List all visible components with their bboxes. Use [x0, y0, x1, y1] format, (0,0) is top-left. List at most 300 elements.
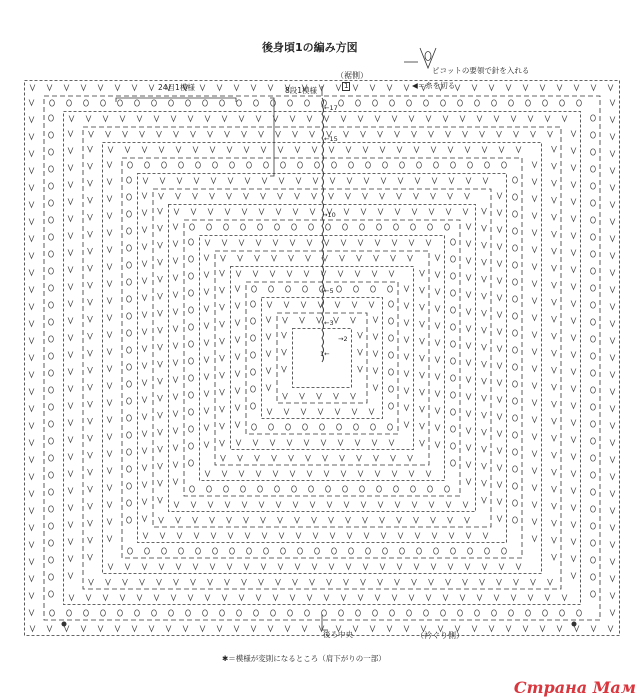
v-stitch [302, 626, 307, 632]
picot-stitch [189, 290, 194, 296]
v-stitch [466, 479, 471, 485]
picot-stitch [49, 370, 54, 376]
v-stitch [158, 463, 163, 469]
picot-stitch [377, 224, 382, 230]
v-stitch [29, 389, 34, 395]
v-stitch [352, 409, 357, 415]
v-stitch [107, 400, 112, 406]
v-stitch [449, 533, 454, 539]
v-stitch [446, 502, 451, 508]
picot-stitch [326, 224, 331, 230]
v-stitch [296, 178, 301, 184]
v-stitch [532, 298, 537, 304]
picot-stitch [451, 358, 456, 364]
v-stitch [86, 116, 91, 122]
v-stitch [380, 564, 385, 570]
v-stitch [220, 321, 225, 327]
v-stitch [610, 287, 615, 293]
v-stitch [610, 406, 615, 412]
picot-stitch [288, 610, 293, 616]
picot-stitch [458, 100, 463, 106]
v-stitch [235, 320, 240, 326]
v-stitch [142, 380, 147, 386]
picot-stitch [390, 610, 395, 616]
v-stitch [398, 178, 403, 184]
v-stitch [610, 100, 615, 106]
picot-stitch [388, 424, 393, 430]
picot-stitch [169, 610, 174, 616]
v-stitch [312, 564, 317, 570]
v-stitch [532, 485, 537, 491]
picot-stitch [591, 336, 596, 342]
v-stitch [344, 209, 349, 215]
chart-round [231, 267, 414, 450]
v-stitch [158, 361, 163, 367]
v-stitch [358, 240, 363, 246]
v-stitch [222, 595, 227, 601]
v-stitch [435, 357, 440, 363]
v-stitch [431, 147, 436, 153]
v-stitch [173, 258, 178, 264]
picot-stitch [424, 610, 429, 616]
picot-stitch [591, 302, 596, 308]
picot-stitch [186, 100, 191, 106]
v-stitch [259, 502, 264, 508]
v-stitch [497, 278, 502, 284]
v-stitch [552, 537, 557, 543]
v-stitch [220, 355, 225, 361]
v-stitch [497, 244, 502, 250]
v-stitch [432, 178, 437, 184]
v-stitch [532, 434, 537, 440]
v-stitch [204, 255, 209, 261]
picot-stitch [127, 194, 132, 200]
picot-stitch [127, 347, 132, 353]
watermark-logo: Страна Мам [513, 678, 636, 697]
v-stitch [482, 361, 487, 367]
v-stitch [497, 312, 502, 318]
v-stitch [266, 317, 271, 323]
v-stitch [47, 85, 52, 91]
back-center-label: 後ろ中央 [323, 630, 353, 639]
v-stitch [142, 397, 147, 403]
picot-stitch [152, 610, 157, 616]
v-stitch [497, 380, 502, 386]
v-stitch [88, 384, 93, 390]
v-stitch [370, 626, 375, 632]
picot-stitch [543, 610, 548, 616]
v-stitch [412, 579, 417, 585]
v-stitch [29, 338, 34, 344]
picot-stitch [591, 370, 596, 376]
v-stitch [29, 253, 34, 259]
picot-stitch [356, 100, 361, 106]
v-stitch [29, 593, 34, 599]
picot-stitch [591, 557, 596, 563]
picot-stitch [343, 486, 348, 492]
v-stitch [552, 367, 557, 373]
picot-stitch [434, 162, 439, 168]
v-stitch [499, 564, 504, 570]
v-stitch [552, 299, 557, 305]
v-stitch [610, 168, 615, 174]
v-stitch [610, 559, 615, 565]
chart-round [138, 174, 507, 543]
picot-stitch [305, 610, 310, 616]
v-stitch [335, 302, 340, 308]
v-stitch [415, 178, 420, 184]
v-stitch [347, 533, 352, 539]
v-stitch [188, 116, 193, 122]
v-stitch [107, 162, 112, 168]
v-stitch [88, 418, 93, 424]
v-stitch [610, 321, 615, 327]
picot-stitch [230, 162, 235, 168]
v-stitch [409, 116, 414, 122]
v-stitch [545, 595, 550, 601]
picot-stitch [189, 341, 194, 347]
picot-stitch [49, 302, 54, 308]
picot-stitch [373, 610, 378, 616]
v-stitch [227, 147, 232, 153]
v-stitch [270, 440, 275, 446]
picot-stitch [128, 162, 133, 168]
v-stitch [435, 306, 440, 312]
v-stitch [205, 471, 210, 477]
v-stitch [358, 349, 363, 355]
v-stitch [591, 85, 596, 91]
corner-dot-left [62, 622, 67, 627]
v-stitch [108, 147, 113, 153]
v-stitch [329, 147, 334, 153]
v-stitch [194, 178, 199, 184]
picot-stitch [189, 392, 194, 398]
v-stitch [351, 317, 356, 323]
v-stitch [88, 452, 93, 458]
v-stitch [429, 502, 434, 508]
v-stitch [266, 368, 271, 374]
picot-stitch [591, 115, 596, 121]
v-stitch [545, 116, 550, 122]
repeat-8-bracket [270, 98, 274, 176]
v-stitch [420, 389, 425, 395]
v-stitch [29, 406, 34, 412]
v-stitch [88, 265, 93, 271]
picot-stitch [254, 100, 259, 106]
v-stitch [239, 240, 244, 246]
v-stitch [239, 471, 244, 477]
v-stitch [107, 485, 112, 491]
row-label-17: ←17 [324, 104, 338, 112]
v-stitch [363, 193, 368, 199]
v-stitch [142, 465, 147, 471]
v-stitch [290, 240, 295, 246]
picot-stitch [186, 610, 191, 616]
v-stitch [225, 502, 230, 508]
v-stitch [244, 193, 249, 199]
v-stitch [307, 240, 312, 246]
v-stitch [68, 318, 73, 324]
v-stitch [420, 372, 425, 378]
picot-stitch [451, 273, 456, 279]
picot-stitch [389, 369, 394, 375]
v-stitch [208, 131, 213, 137]
picot-stitch [118, 610, 123, 616]
picot-stitch [513, 415, 518, 421]
v-stitch [204, 272, 209, 278]
v-stitch [571, 165, 576, 171]
v-stitch [244, 564, 249, 570]
picot-stitch [213, 162, 218, 168]
v-stitch [282, 332, 287, 338]
v-stitch [200, 85, 205, 91]
picot-stitch [189, 324, 194, 330]
v-stitch [283, 317, 288, 323]
picot-stitch [127, 381, 132, 387]
v-stitch [610, 355, 615, 361]
v-stitch [273, 471, 278, 477]
v-stitch [497, 261, 502, 267]
v-stitch [211, 178, 216, 184]
v-stitch [68, 182, 73, 188]
v-stitch [552, 350, 557, 356]
picot-stitch [127, 517, 132, 523]
v-stitch [242, 502, 247, 508]
v-stitch [552, 197, 557, 203]
v-stitch [261, 147, 266, 153]
v-stitch [404, 626, 409, 632]
v-stitch [120, 595, 125, 601]
v-stitch [610, 236, 615, 242]
v-stitch [389, 440, 394, 446]
v-stitch [103, 116, 108, 122]
v-stitch [159, 564, 164, 570]
v-stitch [142, 414, 147, 420]
v-stitch [171, 116, 176, 122]
v-stitch [220, 423, 225, 429]
v-stitch [259, 131, 264, 137]
v-stitch [173, 462, 178, 468]
v-stitch [448, 517, 453, 523]
chart-round [184, 220, 460, 496]
picot-stitch [127, 398, 132, 404]
picot-stitch [49, 353, 54, 359]
v-stitch [528, 595, 533, 601]
v-stitch [374, 255, 379, 261]
v-stitch [267, 409, 272, 415]
v-stitch [98, 626, 103, 632]
v-stitch [358, 471, 363, 477]
picot-stitch [247, 548, 252, 554]
picot-stitch [162, 162, 167, 168]
v-stitch [140, 579, 145, 585]
v-stitch [448, 564, 453, 570]
v-stitch [238, 455, 243, 461]
v-stitch [47, 626, 52, 632]
v-stitch [29, 457, 34, 463]
v-stitch [284, 409, 289, 415]
v-stitch [68, 539, 73, 545]
picot-stitch [451, 548, 456, 554]
v-stitch [414, 193, 419, 199]
picot-stitch [127, 279, 132, 285]
picot-stitch [458, 610, 463, 616]
chart-round [44, 96, 600, 620]
v-stitch [532, 281, 537, 287]
picot-stitch [513, 432, 518, 438]
v-stitch [268, 85, 273, 91]
v-stitch [29, 287, 34, 293]
v-stitch [29, 491, 34, 497]
picot-stitch [49, 319, 54, 325]
v-stitch [446, 579, 451, 585]
v-stitch [455, 85, 460, 91]
picot-stitch [513, 449, 518, 455]
v-stitch [177, 533, 182, 539]
v-stitch [472, 85, 477, 91]
v-stitch [404, 286, 409, 292]
v-stitch [610, 270, 615, 276]
v-stitch [29, 355, 34, 361]
v-stitch [290, 116, 295, 122]
v-stitch [183, 626, 188, 632]
v-stitch [301, 302, 306, 308]
v-stitch [404, 405, 409, 411]
picot-stitch [269, 424, 274, 430]
v-stitch [276, 131, 281, 137]
picot-stitch [451, 162, 456, 168]
v-stitch [532, 400, 537, 406]
picot-stitch [49, 387, 54, 393]
v-stitch [392, 471, 397, 477]
v-stitch [158, 242, 163, 248]
picot-stitch [179, 162, 184, 168]
v-stitch [571, 471, 576, 477]
v-stitch [463, 502, 468, 508]
v-stitch [610, 117, 615, 123]
v-stitch [389, 271, 394, 277]
chart-rings [25, 81, 620, 636]
v-stitch [497, 193, 502, 199]
picot-stitch [127, 228, 132, 234]
v-stitch [392, 240, 397, 246]
v-stitch [532, 349, 537, 355]
picot-stitch [127, 211, 132, 217]
v-stitch [251, 626, 256, 632]
v-stitch [571, 216, 576, 222]
picot-stitch [591, 234, 596, 240]
v-stitch [173, 360, 178, 366]
v-stitch [174, 502, 179, 508]
v-stitch [193, 564, 198, 570]
v-stitch [466, 241, 471, 247]
v-stitch [571, 250, 576, 256]
v-stitch [552, 333, 557, 339]
v-stitch [107, 298, 112, 304]
v-stitch [344, 502, 349, 508]
picot-stitch [424, 100, 429, 106]
v-stitch [256, 116, 261, 122]
v-stitch [123, 131, 128, 137]
v-stitch [571, 556, 576, 562]
repeat-24-bracket [116, 98, 236, 102]
picot-stitch [320, 424, 325, 430]
v-stitch [142, 499, 147, 505]
v-stitch [29, 134, 34, 140]
picot-stitch [513, 194, 518, 200]
chart-round [262, 298, 383, 419]
v-stitch [239, 595, 244, 601]
v-stitch [610, 185, 615, 191]
v-stitch [220, 406, 225, 412]
picot-stitch [145, 548, 150, 554]
picot-stitch [49, 285, 54, 291]
v-stitch [483, 178, 488, 184]
v-stitch [166, 626, 171, 632]
picot-stitch [298, 162, 303, 168]
v-stitch [591, 626, 596, 632]
v-stitch [571, 488, 576, 494]
v-stitch [132, 85, 137, 91]
v-stitch [158, 259, 163, 265]
picot-stitch [411, 224, 416, 230]
v-stitch [446, 209, 451, 215]
v-stitch [395, 209, 400, 215]
v-stitch [98, 85, 103, 91]
v-stitch [173, 326, 178, 332]
v-stitch [220, 270, 225, 276]
v-stitch [414, 564, 419, 570]
v-stitch [284, 302, 289, 308]
v-stitch [610, 593, 615, 599]
v-stitch [375, 116, 380, 122]
v-stitch [158, 310, 163, 316]
v-stitch [532, 247, 537, 253]
picot-stitch [190, 224, 195, 230]
v-stitch [346, 193, 351, 199]
v-stitch [312, 517, 317, 523]
v-stitch [88, 554, 93, 560]
picot-stitch [251, 403, 256, 409]
v-stitch [282, 349, 287, 355]
v-stitch [346, 147, 351, 153]
v-stitch [532, 162, 537, 168]
v-stitch [88, 537, 93, 543]
v-stitch [222, 240, 227, 246]
v-stitch [107, 264, 112, 270]
picot-stitch [428, 224, 433, 230]
picot-stitch [502, 162, 507, 168]
v-stitch [482, 327, 487, 333]
v-stitch [506, 626, 511, 632]
v-stitch [301, 409, 306, 415]
picot-stitch [337, 424, 342, 430]
v-stitch [295, 193, 300, 199]
v-stitch [324, 471, 329, 477]
picot-stitch [127, 177, 132, 183]
picot-stitch [101, 100, 106, 106]
v-stitch [204, 323, 209, 329]
v-stitch [466, 309, 471, 315]
picot-stitch [371, 424, 376, 430]
v-stitch [120, 116, 125, 122]
picot-stitch [127, 500, 132, 506]
picot-stitch [451, 409, 456, 415]
picot-stitch [251, 301, 256, 307]
v-stitch [137, 595, 142, 601]
picot-stitch [591, 523, 596, 529]
picot-stitch [49, 489, 54, 495]
